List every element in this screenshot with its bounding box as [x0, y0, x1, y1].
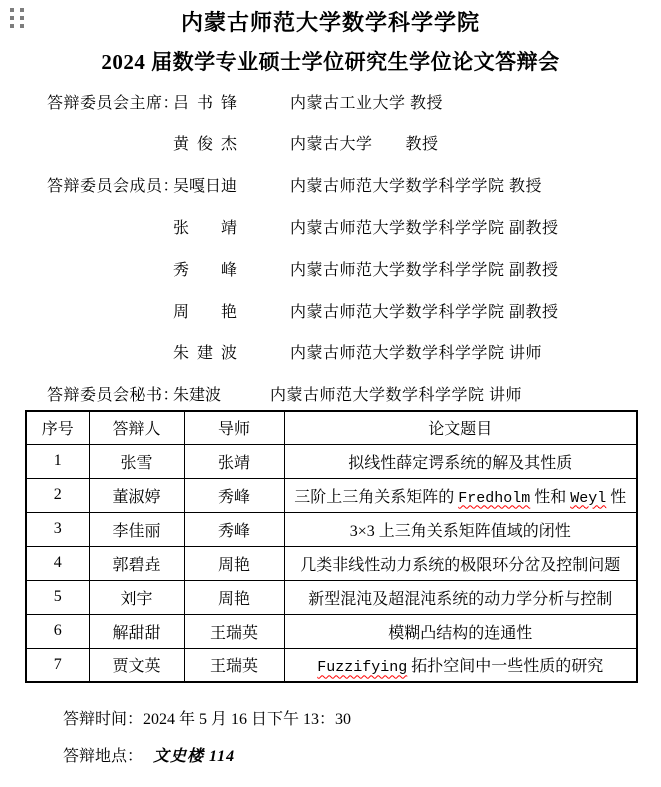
thesis-title-cell: 拟线性薛定谔系统的解及其性质: [284, 444, 637, 478]
committee-line: [0, 219, 661, 241]
table-row: [26, 614, 637, 648]
member-affiliation: 内蒙古工业大学 教授: [290, 95, 444, 112]
member-affiliation: 内蒙古师范大学数学科学学院 副教授: [290, 262, 559, 279]
defense-location-value: 文史楼 114: [153, 748, 236, 765]
committee-line: [0, 94, 661, 116]
member-affiliation: 内蒙古师范大学数学科学学院 讲师: [270, 387, 523, 404]
defense-time-label: 答辩时间：: [63, 711, 144, 728]
defense-time-value: 2024 年 5 月 16 日下午 13：30: [143, 711, 352, 728]
table-row: [26, 478, 637, 512]
member-name: 朱建波: [173, 387, 222, 404]
committee-line: [0, 303, 661, 325]
document-subtitle: 2024 届数学专业硕士学位研究生学位论文答辩会: [101, 50, 560, 74]
committee-role-label: 答辩委员会成员：: [47, 178, 180, 195]
defense-location-line: [47, 727, 235, 787]
member-name: 朱 建 波: [173, 345, 238, 362]
thesis-title-cell: Fuzzifying 拓扑空间中一些性质的研究: [284, 648, 637, 682]
table-row: [26, 648, 637, 682]
defender-cell: 董淑婷: [89, 478, 184, 512]
supervisor-cell: 王瑞英: [184, 614, 284, 648]
defender-cell: 郭碧垚: [89, 546, 184, 580]
defense-location-label: 答辩地点：: [63, 748, 144, 765]
member-affiliation: 内蒙古师范大学数学科学学院 副教授: [290, 220, 559, 237]
supervisor-cell: 周艳: [184, 580, 284, 614]
member-name: 周 艳: [173, 304, 238, 321]
committee-line: [0, 261, 661, 283]
member-affiliation: 内蒙古大学 教授: [290, 136, 439, 153]
member-name: 张 靖: [173, 220, 238, 237]
supervisor-cell: 王瑞英: [184, 648, 284, 682]
supervisor-cell: 张靖: [184, 444, 284, 478]
column-header-supervisor: 导师: [184, 411, 284, 444]
serial-cell: 1: [26, 444, 89, 478]
member-name: 黄 俊 杰: [173, 136, 238, 153]
document-title: 内蒙古师范大学数学科学学院: [180, 10, 480, 35]
defender-cell: 张雪: [89, 444, 184, 478]
member-name: 吴嘎日迪: [173, 178, 238, 195]
committee-line: [0, 135, 661, 157]
table-row: [26, 444, 637, 478]
member-affiliation: 内蒙古师范大学数学科学学院 副教授: [290, 304, 559, 321]
committee-role-label: 答辩委员会秘书：: [47, 387, 180, 404]
column-header-defender: 答辩人: [89, 411, 184, 444]
table-header-row: [26, 411, 637, 444]
supervisor-cell: 秀峰: [184, 478, 284, 512]
member-name: 秀 峰: [173, 262, 238, 279]
table-row: [26, 546, 637, 580]
member-affiliation: 内蒙古师范大学数学科学学院 教授: [290, 178, 543, 195]
thesis-title-cell: 新型混沌及超混沌系统的动力学分析与控制: [284, 580, 637, 614]
serial-cell: 3: [26, 512, 89, 546]
defender-cell: 贾文英: [89, 648, 184, 682]
serial-cell: 5: [26, 580, 89, 614]
thesis-title-cell: 三阶上三角关系矩阵的 Fredholm 性和 Weyl 性: [284, 478, 637, 512]
serial-cell: 2: [26, 478, 89, 512]
defender-cell: 刘宇: [89, 580, 184, 614]
member-name: 吕 书 锋: [173, 95, 238, 112]
column-header-no: 序号: [26, 411, 89, 444]
column-header-thesis: 论文题目: [284, 411, 637, 444]
supervisor-cell: 秀峰: [184, 512, 284, 546]
committee-line: [0, 344, 661, 366]
table-row: [26, 512, 637, 546]
supervisor-cell: 周艳: [184, 546, 284, 580]
defender-cell: 解甜甜: [89, 614, 184, 648]
member-affiliation: 内蒙古师范大学数学科学学院 讲师: [290, 345, 543, 362]
thesis-title-cell: 3×3 上三角关系矩阵值域的闭性: [284, 512, 637, 546]
defense-schedule-table: [25, 410, 638, 683]
committee-line: [0, 177, 661, 199]
serial-cell: 6: [26, 614, 89, 648]
thesis-title-cell: 几类非线性动力系统的极限环分岔及控制问题: [284, 546, 637, 580]
serial-cell: 7: [26, 648, 89, 682]
committee-role-label: 答辩委员会主席：: [47, 95, 180, 112]
committee-line: [0, 386, 661, 408]
serial-cell: 4: [26, 546, 89, 580]
defender-cell: 李佳丽: [89, 512, 184, 546]
thesis-title-cell: 模糊凸结构的连通性: [284, 614, 637, 648]
table-row: [26, 580, 637, 614]
